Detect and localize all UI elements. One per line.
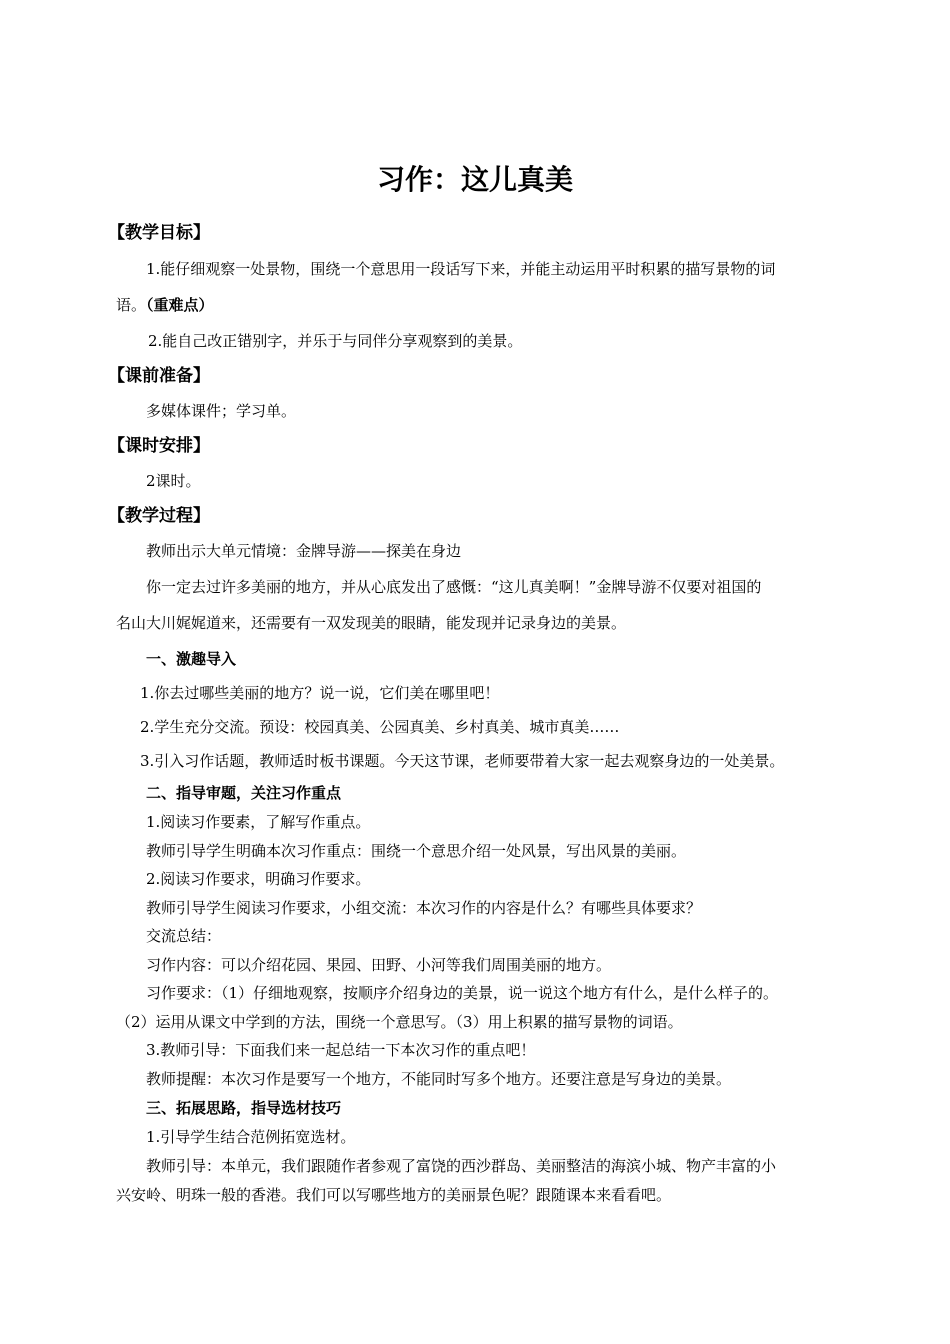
heading-process: 【教学过程】 bbox=[108, 506, 210, 526]
schedule-text: 2课时。 bbox=[146, 472, 201, 490]
section-3-item-1: 1.引导学生结合范例拓宽选材。 bbox=[146, 1128, 356, 1146]
section-1-item-1: 1.你去过哪些美丽的地方？说一说，它们美在哪里吧！ bbox=[140, 684, 500, 702]
page-title: 习作：这儿真美 bbox=[376, 163, 573, 196]
heading-teaching-goals: 【教学目标】 bbox=[108, 223, 210, 243]
goal-1-line-1: 1.能仔细观察一处景物，围绕一个意思用一段话写下来，并能主动运用平时积累的描写景物的词 bbox=[146, 260, 776, 278]
section-2-item-4: 教师引导学生阅读习作要求，小组交流：本次习作的内容是什么？有哪些具体要求？ bbox=[146, 899, 702, 917]
process-para-line-2: 名山大川娓娓道来，还需要有一双发现美的眼睛，能发现并记录身边的美景。 bbox=[116, 614, 627, 632]
heading-schedule: 【课时安排】 bbox=[108, 436, 210, 456]
goal-2: 2.能自己改正错别字，并乐于与同伴分享观察到的美景。 bbox=[148, 332, 523, 350]
section-2-item-8: 3.教师引导：下面我们来一起总结一下本次习作的重点吧！ bbox=[146, 1041, 536, 1059]
section-2-item-7-line-1: 习作要求：（1）仔细地观察，按顺序介绍身边的美景，说一说这个地方有什么，是什么样子的。 bbox=[146, 984, 779, 1002]
heading-preparation: 【课前准备】 bbox=[108, 366, 210, 386]
section-2-item-9: 教师提醒：本次习作是要写一个地方，不能同时写多个地方。还要注意是写身边的美景。 bbox=[146, 1070, 732, 1088]
goal-1-line-2 bbox=[116, 294, 866, 316]
section-1-item-2: 2.学生充分交流。预设：校园真美、公园真美、乡村真美、城市真美…… bbox=[140, 718, 620, 736]
section-3-heading: 三、拓展思路，指导选材技巧 bbox=[146, 1099, 342, 1117]
section-1-item-3: 3.引入习作话题，教师适时板书课题。今天这节课，老师要带着大家一起去观察身边的一处美景。 bbox=[140, 752, 785, 770]
process-intro: 教师出示大单元情境：金牌导游——探美在身边 bbox=[146, 542, 462, 560]
section-2-item-2: 教师引导学生明确本次习作重点：围绕一个意思介绍一处风景，写出风景的美丽。 bbox=[146, 842, 687, 860]
section-2-heading: 二、指导审题，关注习作重点 bbox=[146, 784, 342, 802]
key-point-label: （重难点） bbox=[146, 296, 214, 314]
section-1-heading: 一、激趣导入 bbox=[146, 650, 237, 668]
preparation-text: 多媒体课件；学习单。 bbox=[146, 402, 297, 420]
section-3-item-2-line-1: 教师引导：本单元，我们跟随作者参观了富饶的西沙群岛、美丽整洁的海滨小城、物产丰富的小 bbox=[146, 1157, 777, 1175]
goal-1-text: 语。 bbox=[116, 296, 147, 314]
section-3-item-2-line-2: 兴安岭、明珠一般的香港。我们可以写哪些地方的美丽景色呢？跟随课本来看看吧。 bbox=[116, 1186, 672, 1204]
section-2-item-1: 1.阅读习作要素，了解写作重点。 bbox=[146, 813, 371, 831]
section-2-item-5: 交流总结： bbox=[146, 927, 222, 945]
section-2-item-6: 习作内容：可以介绍花园、果园、田野、小河等我们周围美丽的地方。 bbox=[146, 956, 612, 974]
section-2-item-7-line-2: （2）运用从课文中学到的方法，围绕一个意思写。（3）用上积累的描写景物的词语。 bbox=[116, 1013, 683, 1031]
process-para-line-1: 你一定去过许多美丽的地方，并从心底发出了感慨：“这儿真美啊！”金牌导游不仅要对祖国的 bbox=[146, 578, 762, 596]
section-2-item-3: 2.阅读习作要求，明确习作要求。 bbox=[146, 870, 371, 888]
